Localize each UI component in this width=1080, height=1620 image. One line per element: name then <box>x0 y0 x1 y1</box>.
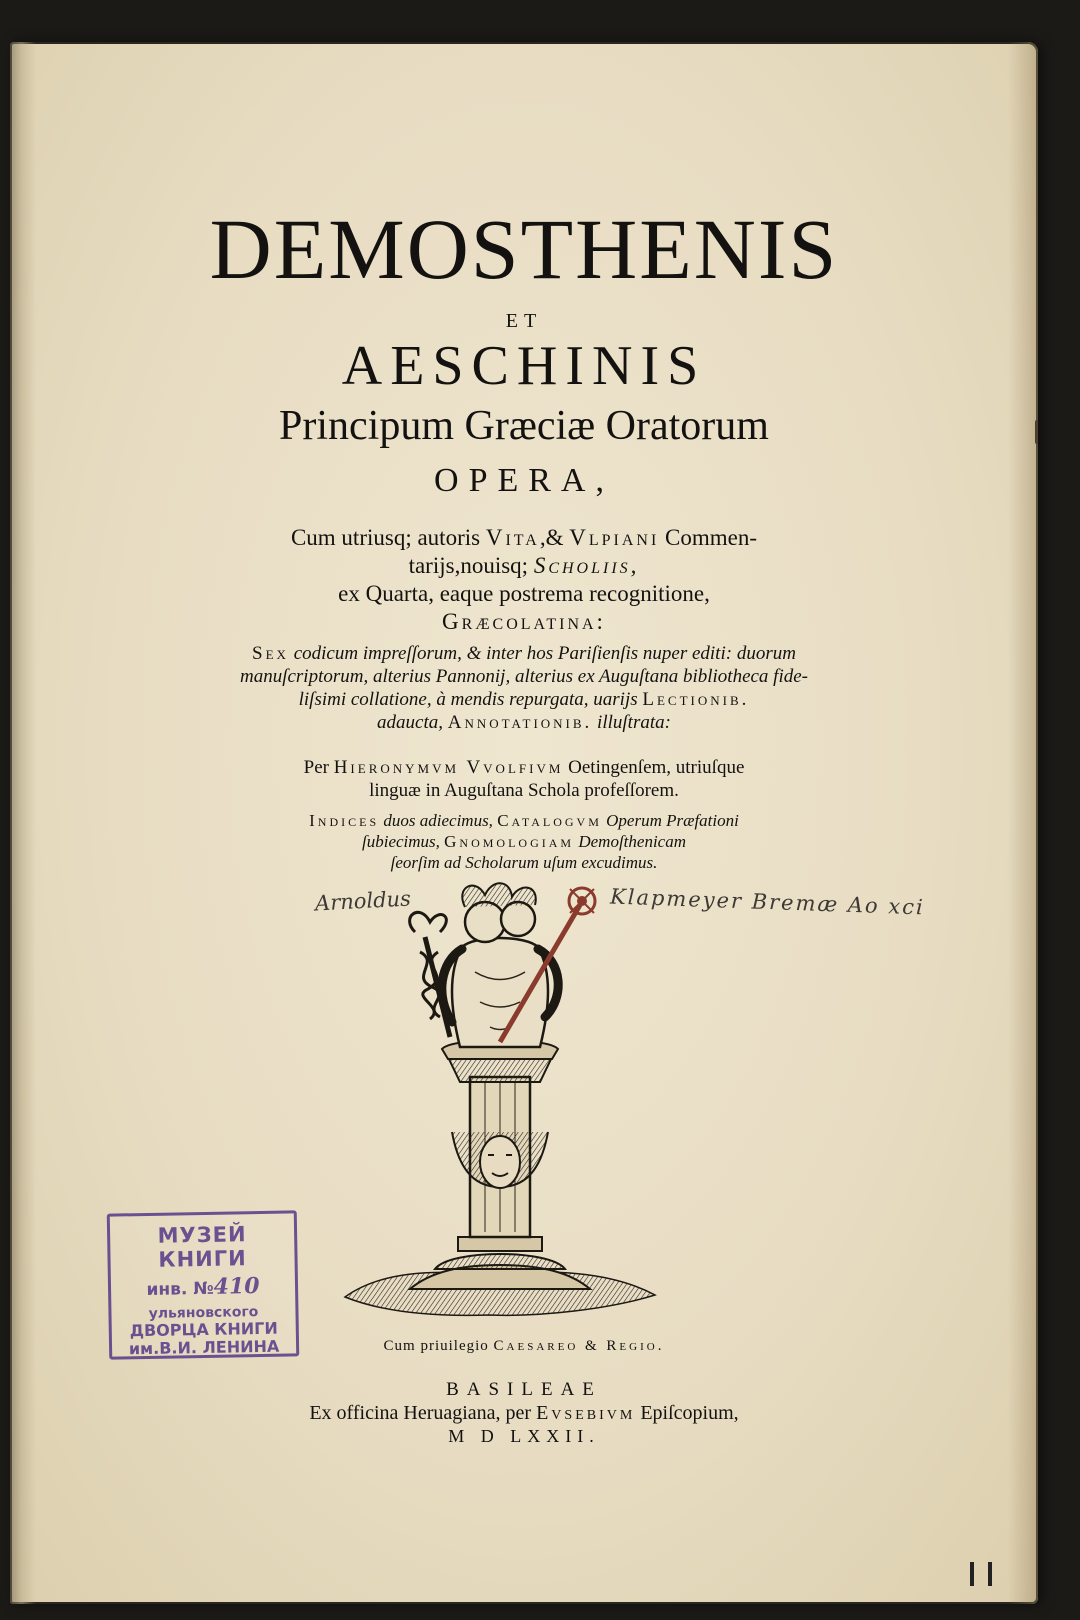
library-stamp <box>107 1210 300 1359</box>
edge-ink-mark <box>1035 420 1038 444</box>
stamp-inventory-number: 410 <box>213 1273 260 1301</box>
printers-device-illustration <box>340 877 660 1327</box>
title-page <box>10 42 1038 1604</box>
indices-line-3: ſeorſim ad Scholarum uſum excudimus. <box>390 853 658 872</box>
description-line-3: ex Quarta, eaque postrema recognitione, <box>338 581 710 606</box>
description-line-4: Græcolatina: <box>442 609 606 634</box>
stamp-line-city: ульяновского <box>148 1303 259 1322</box>
author-line-2: linguæ in Auguſtana Schola profeſſorem. <box>369 780 679 801</box>
stamp-line-palace: ДВОРЦА КНИГИ <box>129 1318 278 1340</box>
author-line-1: Per Hieronymvm Vvolfivm Oetingenſem, utriuſque <box>303 757 745 778</box>
sources-line-1: Sex codicum impreſſorum, & inter hos Pariſienſis nuper editi: duorum <box>252 643 796 664</box>
title-et: ET <box>505 310 543 332</box>
stamp-line-inventory: инв. №410 <box>146 1273 260 1301</box>
privilege-line: Cum priuilegio Caesareo & Regio. <box>383 1338 665 1354</box>
description-block <box>10 524 1038 636</box>
handwritten-provenance: Klapmeyer Bremæ Ao xci <box>609 884 926 920</box>
stamp-line-museum: МУЗЕЙ КНИГИ <box>157 1222 247 1272</box>
stamp-line-lenin: им.В.И. ЛЕНИНА <box>128 1336 280 1359</box>
title-aeschinis: AESCHINIS <box>341 335 707 397</box>
description-line-1: Cum utriusq; autoris Vita,& Vlpiani Commen- <box>290 525 758 550</box>
sources-line-3: liſsimi collatione, à mendis repurgata, uarijs Lectionib. <box>298 689 750 710</box>
sources-line-4: adaucta, Annotationib. illuſtrata: <box>377 712 671 733</box>
corner-printer-mark <box>970 1562 992 1586</box>
subtitle-principum: Principum Græciæ Oratorum <box>279 403 769 449</box>
handwritten-owner-name: Arnoldus <box>314 886 412 916</box>
description-line-2: tarijs,nouisq; Scholiis, <box>408 553 640 578</box>
indices-line-2: ſubiecimus, Gnomologiam Demoſthenicam <box>362 832 686 851</box>
sources-line-2: manuſcriptorum, alterius Pannonij, alterius ex Auguſtana bibliotheca fide- <box>239 666 808 687</box>
title-demosthenis: DEMOSTHENIS <box>209 201 839 297</box>
imprint-printer-line: Ex officina Heruagiana, per Evsebivm Epiſcopium, <box>309 1402 739 1424</box>
indices-line-1: Indices duos adiecimus, Catalogvm Operum Præfationi <box>309 811 739 830</box>
sources-block <box>10 642 1038 734</box>
title-opera: OPERA, <box>434 462 614 499</box>
imprint-year: M D LXXII. <box>448 1426 600 1446</box>
indices-block <box>10 810 1038 873</box>
author-block <box>10 756 1038 802</box>
imprint-city: BASILEAE <box>446 1379 602 1400</box>
